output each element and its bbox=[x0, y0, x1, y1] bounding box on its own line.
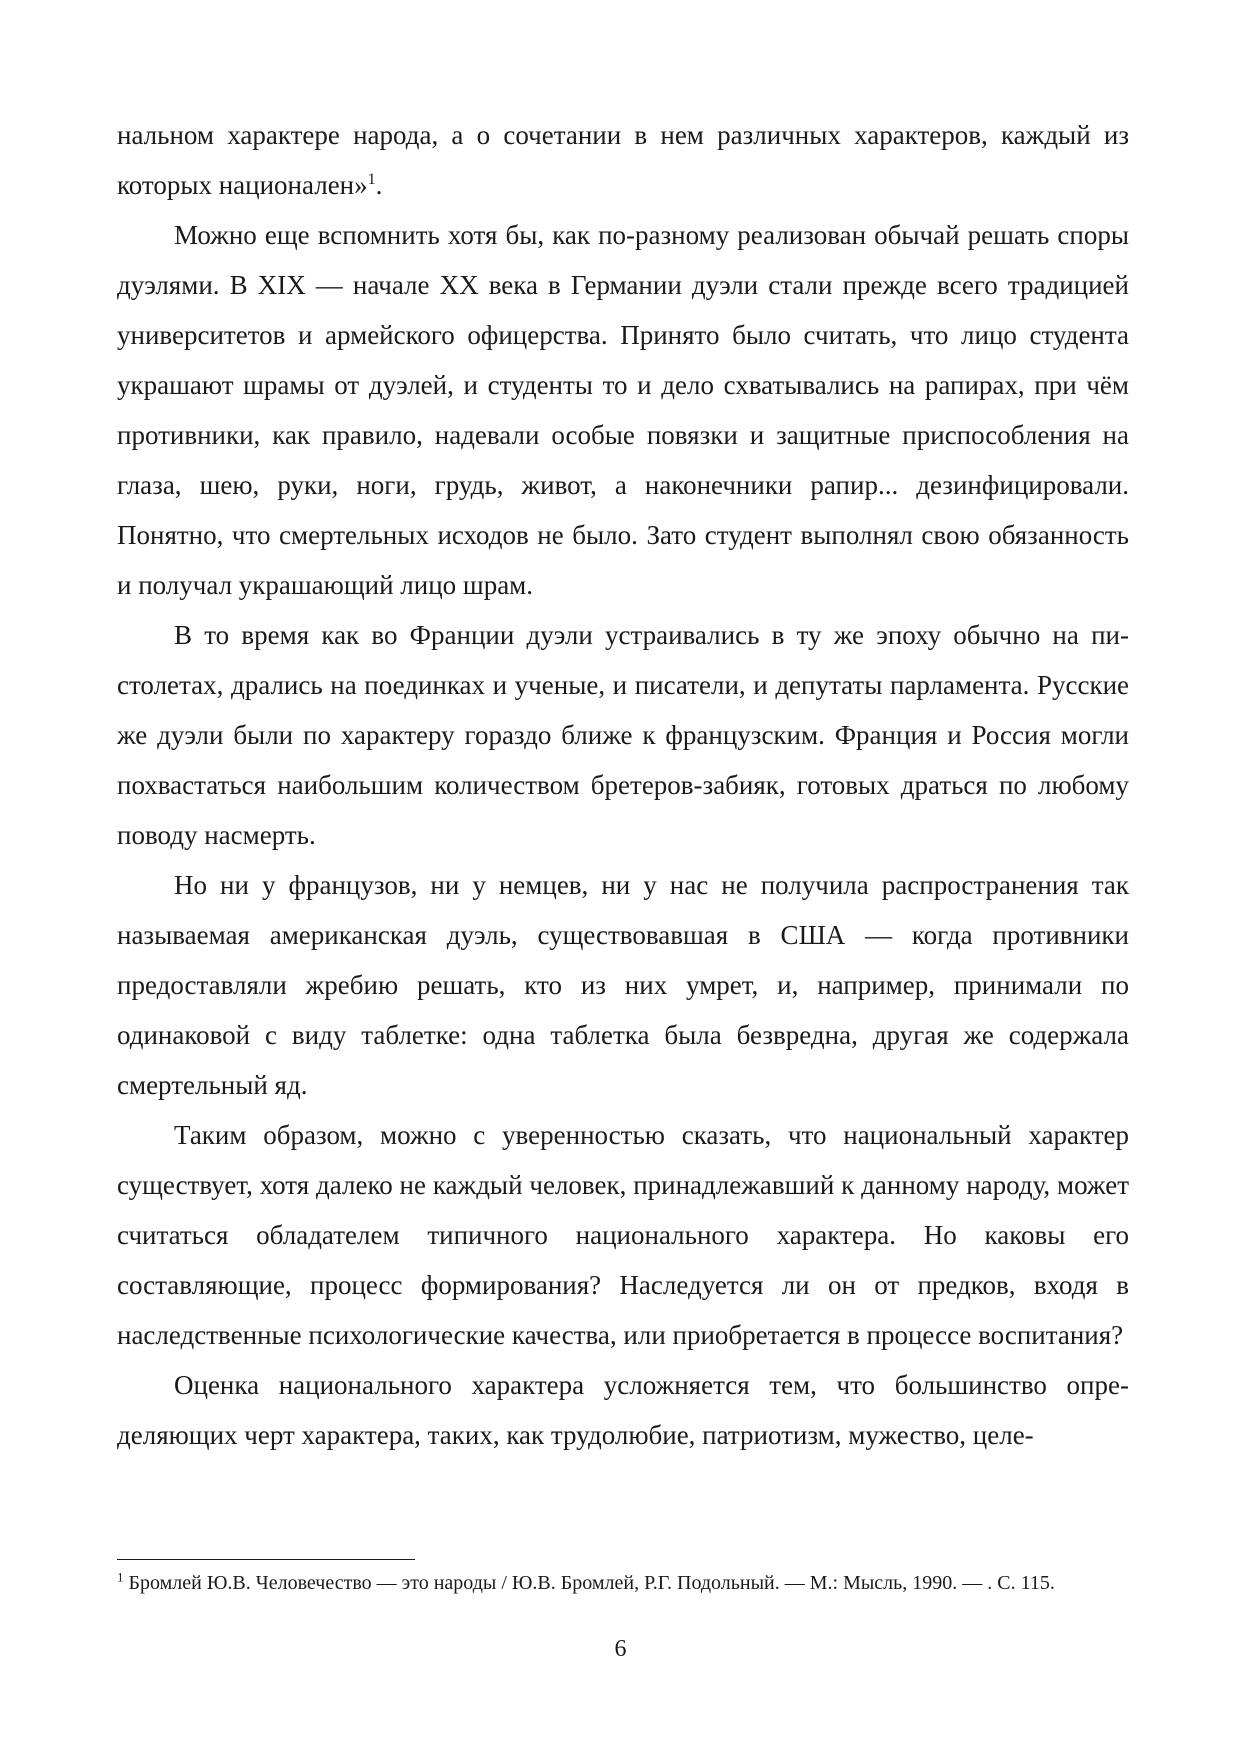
footnote bbox=[117, 1570, 1129, 1596]
paragraph-1-end: . bbox=[375, 170, 383, 200]
footnote-divider bbox=[117, 1559, 415, 1560]
page-number: 6 bbox=[614, 1636, 627, 1662]
footnote-marker: 1 bbox=[117, 1569, 124, 1585]
paragraph-5: Таким образом, можно с уверенностью сказать, что национальный характер существует, хотя далеко не каждый человек, принадлежавший к данному народу, может считаться обладателем типичного национального характера. Но каковы его составляющие, процесс формирования? Наследуется ли он от предков, входя в наследственные психологические качества, или приобретается в процессе воспитания? bbox=[117, 1120, 1129, 1350]
page-body bbox=[117, 110, 1129, 1460]
paragraph-1 bbox=[117, 110, 1129, 210]
paragraph-1-text: нальном характере народа, а о сочетании в нем различных характеров, каждый из которых национален» bbox=[117, 120, 1129, 200]
paragraph-4: Но ни у французов, ни у немцев, ни у нас не получила распространения так называемая американская дуэль, существовавшая в США — когда противники предоставляли жребию решать, кто из них умрет, и, например, принимали по одинаковой с виду таблетке: одна таблетка была безвредна, другая же содержала смертельный яд. bbox=[117, 870, 1129, 1100]
footnote-text: Бромлей Ю.В. Человечество — это народы / Ю.В. Бромлей, Р.Г. Подольный. — М.: Мысль, 1990. — . С. 115. bbox=[123, 1572, 1055, 1594]
footnote-reference[interactable]: 1 bbox=[367, 171, 376, 188]
paragraph-3: В то время как во Франции дуэли устраивались в ту же эпоху обычно на пистолетах, дрались на поединках и ученые, и писатели, и депутаты парламента. Русские же дуэли были по характеру гораздо ближе к французским. Франция и Россия могли похвастаться наибольшим количеством бретеров-забияк, готовых драться по любому поводу насмерть. bbox=[117, 620, 1129, 850]
paragraph-2: Можно еще вспомнить хотя бы, как по-разному реализован обычай решать споры дуэлями. В XIX — начале XX века в Германии дуэли стали прежде всего традицией университетов и армейского офицерства. Принято было считать, что лицо студента украшают шрамы от дуэлей, и студенты то и дело схватывались на рапирах, при чём противники, как правило, надевали особые повязки и защитные приспособления на глаза, шею, руки, ноги, грудь, живот, а наконечники рапир... дезинфицировали. Понятно, что смертельных исходов не было. Зато студент выполнял свою обязанность и получал украшающий лицо шрам. bbox=[117, 220, 1129, 600]
paragraph-6: Оценка национального характера усложняется тем, что большинство определяющих черт характера, таких, как трудолюбие, патриотизм, мужество, целе- bbox=[117, 1370, 1129, 1450]
